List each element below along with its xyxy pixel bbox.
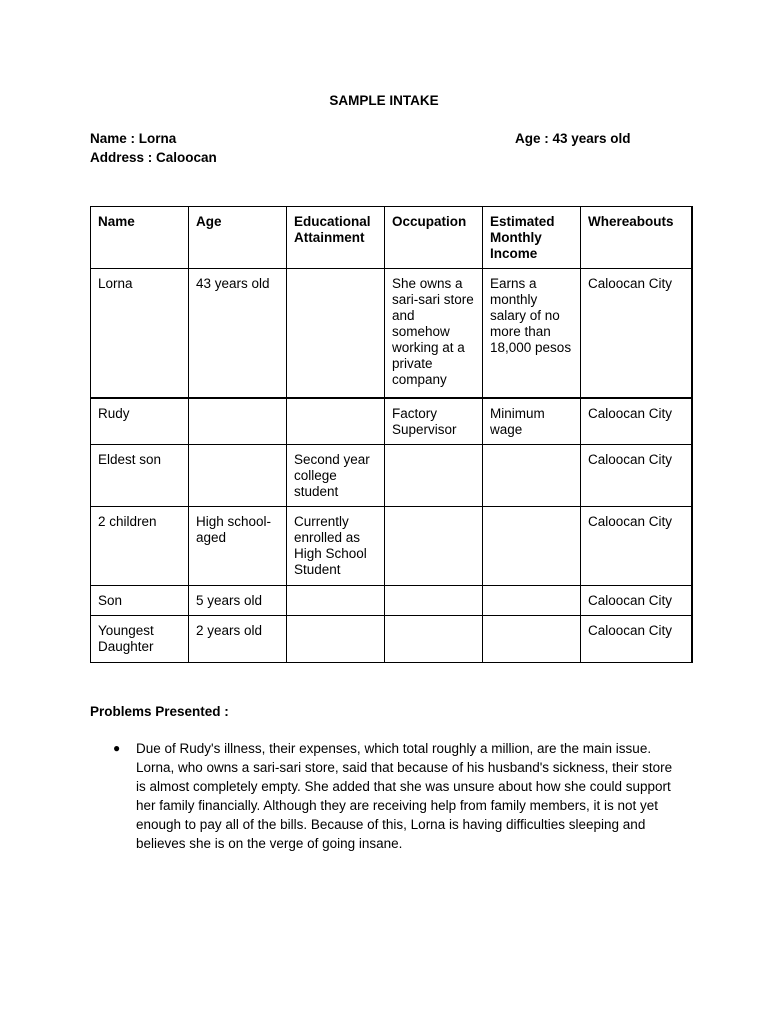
table-cell: Caloocan City xyxy=(581,507,692,586)
table-cell xyxy=(287,269,385,398)
header-occupation: Occupation xyxy=(385,207,483,269)
problems-heading: Problems Presented : xyxy=(90,704,229,719)
table-cell: Currently enrolled as High School Student xyxy=(287,507,385,586)
table-cell xyxy=(385,616,483,663)
table-cell: 5 years old xyxy=(189,586,287,616)
table-row xyxy=(91,445,692,507)
table-cell xyxy=(287,398,385,445)
table-cell: Caloocan City xyxy=(581,616,692,663)
table-cell xyxy=(385,586,483,616)
table-cell: Caloocan City xyxy=(581,398,692,445)
document-title: SAMPLE INTAKE xyxy=(329,93,439,108)
table-cell xyxy=(287,586,385,616)
problem-text: Due of Rudy's illness, their expenses, which total roughly a million, are the main issue. Lorna, who owns a sari-sari store, said that because of his husband's sickness, their store is almost completely empty. She added that she was unsure about how she could support her family financially. Although they are receiving help from family members, it is not yet enough to pay all of the bills. Because of this, Lorna is having difficulties sleeping and believes she is on the verge of going insane. xyxy=(136,741,673,851)
table-cell: Eldest son xyxy=(91,445,189,507)
table-cell xyxy=(483,616,581,663)
family-composition-table xyxy=(90,206,693,663)
table-cell: Caloocan City xyxy=(581,586,692,616)
table-cell xyxy=(385,445,483,507)
table-row xyxy=(91,507,692,586)
header-whereabouts: Whereabouts xyxy=(581,207,692,269)
header-name: Name xyxy=(91,207,189,269)
client-address: Address : Caloocan xyxy=(90,150,217,165)
table-cell: Earns a monthly salary of no more than 18,000 pesos xyxy=(483,269,581,398)
table-cell: Factory Supervisor xyxy=(385,398,483,445)
table-cell: Rudy xyxy=(91,398,189,445)
table-cell xyxy=(483,507,581,586)
table-cell: Minimum wage xyxy=(483,398,581,445)
table-cell: 43 years old xyxy=(189,269,287,398)
problems-list xyxy=(90,739,680,853)
table-header-row xyxy=(91,207,692,269)
table-cell xyxy=(189,445,287,507)
table-cell: She owns a sari-sari store and somehow working at a private company xyxy=(385,269,483,398)
table-cell: Caloocan City xyxy=(581,269,692,398)
table-cell: Youngest Daughter xyxy=(91,616,189,663)
table-cell: 2 years old xyxy=(189,616,287,663)
table-cell: Son xyxy=(91,586,189,616)
header-age: Age xyxy=(189,207,287,269)
table-cell xyxy=(483,586,581,616)
table-cell xyxy=(189,398,287,445)
client-name: Name : Lorna xyxy=(90,131,177,146)
header-educational-attainment: Educational Attainment xyxy=(287,207,385,269)
table-row xyxy=(91,269,692,398)
table-cell: Lorna xyxy=(91,269,189,398)
table-cell: 2 children xyxy=(91,507,189,586)
table-row xyxy=(91,398,692,445)
table-cell xyxy=(287,616,385,663)
table-row xyxy=(91,616,692,663)
table-cell: Caloocan City xyxy=(581,445,692,507)
header-estimated-monthly-income: Estimated Monthly Income xyxy=(483,207,581,269)
client-age: Age : 43 years old xyxy=(515,131,631,146)
table-cell xyxy=(483,445,581,507)
table-row xyxy=(91,586,692,616)
table-cell: High school-aged xyxy=(189,507,287,586)
bullet-icon: ● xyxy=(113,741,121,755)
table-cell xyxy=(385,507,483,586)
table-cell: Second year college student xyxy=(287,445,385,507)
list-item xyxy=(90,739,680,853)
